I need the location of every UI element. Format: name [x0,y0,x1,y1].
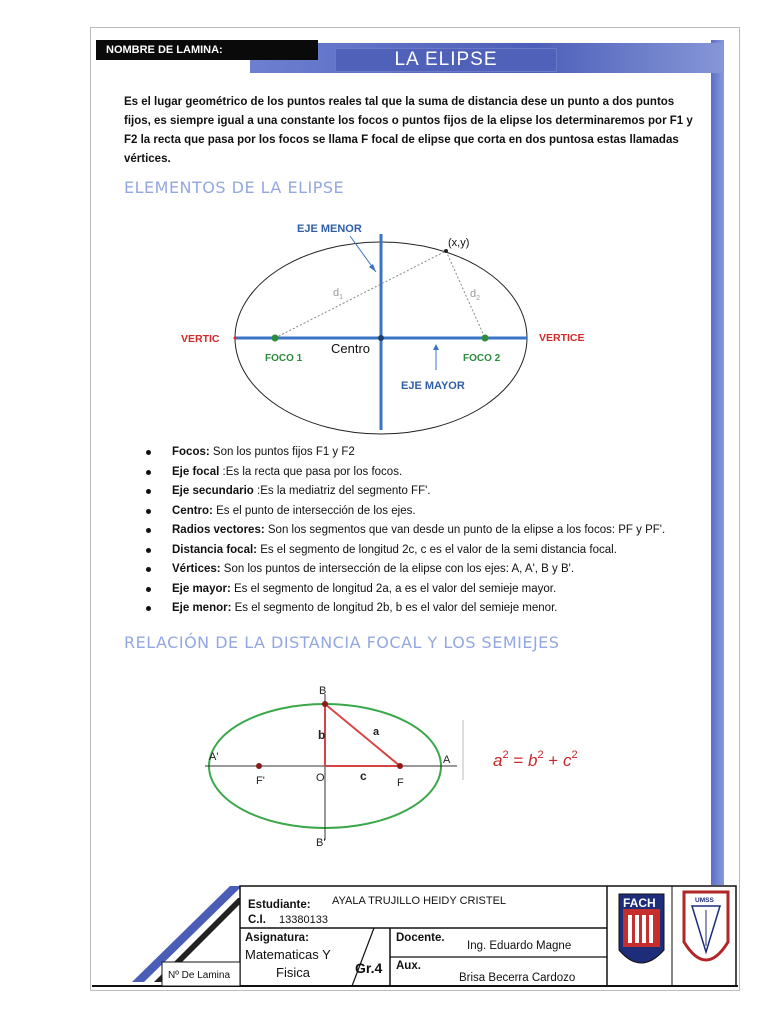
label-a: a [373,726,380,738]
vertice-left-label: VERTIC [181,333,220,345]
formula: $a^2 = b^2 + c^2$ [493,749,578,770]
ellipse-point [444,249,448,253]
aux-value: Brisa Becerra Cardozo [459,972,576,984]
list-item: Eje focal :Es la recta que pasa por los focos. [146,463,706,483]
center-point [378,335,384,341]
point-F-prime [256,763,262,769]
d1-label: $d_1$ [333,287,344,301]
elements-list [146,443,706,619]
label-F-prime: F' [256,775,265,787]
section-title-elements: ELEMENTOS DE LA ELIPSE [124,178,345,197]
d2-label: $d_2$ [470,288,481,302]
group-label: Gr.4 [355,960,383,976]
label-O: O [316,772,325,784]
foco1-label: FOCO 1 [265,353,303,364]
intro-paragraph: Es el lugar geométrico de los puntos reales tal que la suma de distancia dese un punto a dos puntos fijos, es siempre igual a una constante los focos o puntos fijos de la elipse los determinaremos por F1 y F2 la recta que pasa por los focos se llama F focal de elipse que corta en dos puntosa estas llamadas vértices. [124,96,693,165]
label-B-prime: B' [316,837,326,849]
list-item: Radios vectores: Son los segmentos que van desde un punto de la elipse a los focos: PF y PF'. [146,521,706,541]
label-b: b [318,728,326,742]
docente-label: Docente. [396,932,445,944]
foco2-point [482,335,489,342]
list-item: Focos: Son los puntos fijos F1 y F2 [146,443,706,463]
list-item: Centro: Es el punto de intersección de los ejes. [146,502,706,522]
aux-label: Aux. [396,960,421,972]
page-title: LA ELIPSE [336,49,556,71]
fach-logo [619,894,664,963]
estudiante-value: AYALA TRUJILLO HEIDY CRISTEL [332,895,507,907]
section-title-relation: RELACIÓN DE LA DISTANCIA FOCAL Y LOS SEMIEJES [124,633,560,652]
foco2-label: FOCO 2 [463,353,501,364]
sheet-name-label: NOMBRE DE LAMINA: [96,40,318,60]
centro-label: Centro [331,341,371,356]
asignatura-value-1: Matematicas Y [245,947,331,962]
ellipse-elements-diagram [170,200,610,442]
vertice-right-label: VERTICE [539,332,585,344]
docente-value: Ing. Eduardo Magne [467,940,572,952]
list-item: Eje menor: Es el segmento de longitud 2b, b es el valor del semieje menor. [146,599,706,619]
point-F [397,763,403,769]
estudiante-label: Estudiante: [248,899,311,911]
label-c: c [360,769,367,783]
label-B: B [319,685,327,697]
asignatura-label: Asignatura: [245,932,309,944]
eje-mayor-label: EJE MAYOR [401,380,465,392]
asignatura-value-2: Fisica [276,965,310,980]
right-decor-stripe [711,40,724,885]
point-B [322,701,328,707]
list-item: Vértices: Son los puntos de intersección de la elipse con los ejes: A, A', B y B'. [146,560,706,580]
lamina-label: Nº De Lamina [168,970,231,981]
list-item: Eje mayor: Es el segmento de longitud 2a, a es el valor del semieje mayor. [146,580,706,600]
umss-logo-text: UMSS [695,897,714,904]
list-item: Eje secundario :Es la mediatriz del segmento FF'. [146,482,706,502]
ci-value: 13380133 [279,914,328,926]
title-block [92,882,738,988]
label-A-prime: A' [209,751,219,763]
semiaxes-relation-diagram [195,680,615,855]
eje-menor-label: EJE MENOR [297,223,362,235]
vertex-left-point [234,337,237,340]
foco1-point [272,335,279,342]
list-item: Distancia focal: Es el segmento de longitud 2c, c es el valor de la semi distancia focal. [146,541,706,561]
label-A: A [443,754,451,766]
fach-logo-text: FACH [623,896,656,910]
ci-label: C.I. [248,914,266,926]
point-label: (x,y) [448,237,470,249]
umss-logo [684,892,728,960]
label-F: F [397,777,404,789]
